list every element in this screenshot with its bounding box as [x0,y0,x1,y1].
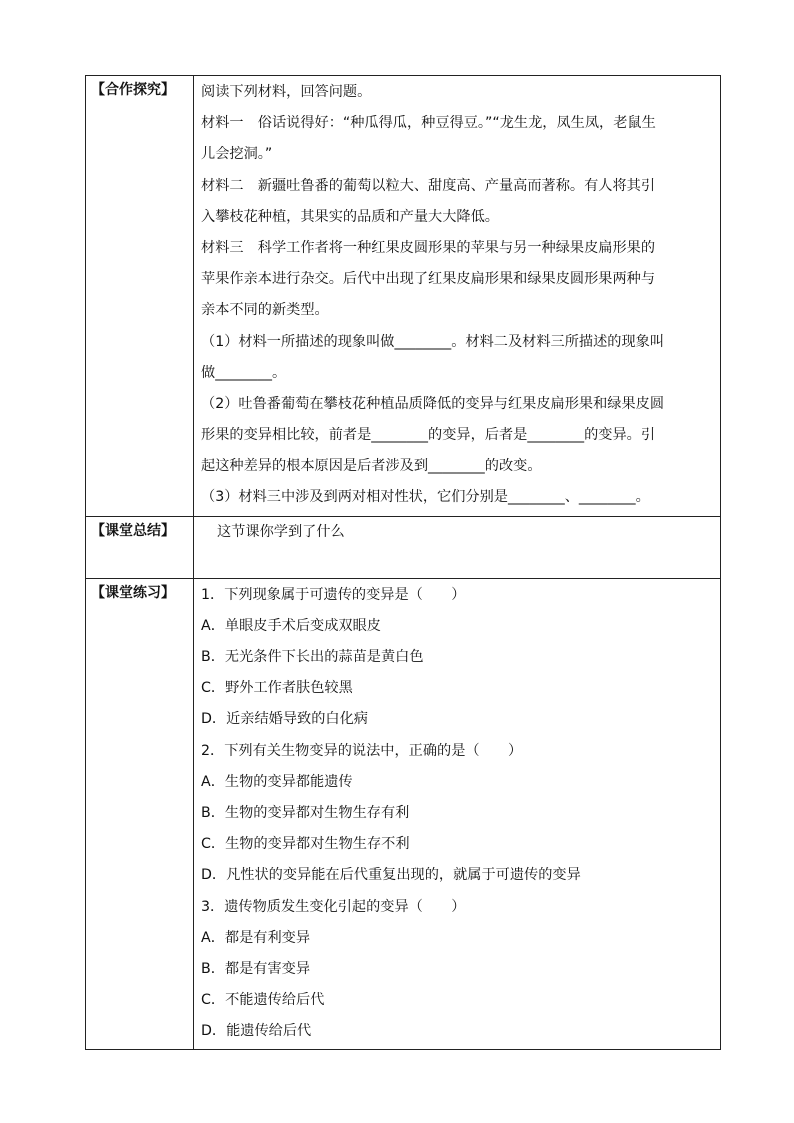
exercise-label: 【课堂练习】 [91,584,175,601]
summary-content-cell [194,516,721,578]
exercise-option: B．无光条件下长出的蒜苗是黄白色 [201,649,424,665]
exercise-label-cell [86,578,194,1050]
exercise-question-1: 1．下列现象属于可遗传的变异是（ ） [201,586,466,603]
exercise-option: A．生物的变异都能遗传 [201,773,353,790]
exercise-question-2: 2．下列有关生物变异的说法中，正确的是（ ） [201,742,523,759]
cooperative-label: 【合作探究】 [91,82,175,98]
exercise-option: D．凡性状的变异能在后代重复出现的，就属于可遗传的变异 [201,867,581,884]
exercise-option: B．生物的变异都对生物生存有利 [201,804,410,821]
cooperative-line: 阅读下列材料，回答问题。 [201,84,372,100]
cooperative-line: 材料三 科学工作者将一种红果皮圆形果的苹果与另一种绿果皮扁形果的 [201,239,656,256]
cooperative-content [194,76,720,516]
cooperative-label-cell [86,76,194,517]
exercise-content [194,579,720,1050]
cooperative-content-cell [194,76,721,517]
exercise-content-cell [194,578,721,1050]
question-1-text-cont: 做________。 [201,364,287,381]
exercise-option: D．能遗传给后代 [201,1023,312,1040]
cooperative-line: 材料一 俗话说得好：“种瓜得瓜，种豆得豆。”“龙生龙，凤生凤，老鼠生 [201,115,656,132]
worksheet-table [85,75,721,1050]
question-2-text-cont: 起这种差异的根本原因是后者涉及到________的改变。 [201,458,542,475]
summary-row [86,516,721,578]
question-2-text-cont: 形果的变异相比较，前者是________的变异，后者是________的变异。引 [201,427,656,444]
question-1-text: （1）材料一所描述的现象叫做________。材料二及材料三所描述的现象叫 [201,333,665,350]
cooperative-line: 入攀枝花种植，其果实的品质和产量大大降低。 [201,208,499,225]
exercise-option: C．不能遗传给后代 [201,992,325,1009]
exercise-option: C．生物的变异都对生物生存不利 [201,836,410,853]
exercise-option: A．都是有利变异 [201,929,311,946]
exercise-question-3: 3．遗传物质发生变化引起的变异（ ） [201,898,466,915]
exercise-option: D．近亲结婚导致的白化病 [201,711,368,728]
exercise-row [86,578,721,1050]
summary-label-cell [86,516,194,578]
cooperative-row [86,76,721,517]
summary-label: 【课堂总结】 [91,522,175,539]
exercise-option: A．单眼皮手术后变成双眼皮 [201,617,381,634]
exercise-option: B．都是有害变异 [201,960,311,977]
cooperative-line: 苹果作亲本进行杂交。后代中出现了红果皮扁形果和绿果皮圆形果两种与 [201,271,656,288]
exercise-option: C．野外工作者肤色较黑 [201,680,353,697]
question-2-text: （2）吐鲁番葡萄在攀枝花种植品质降低的变异与红果皮扁形果和绿果皮圆 [201,395,665,412]
cooperative-line: 亲本不同的新类型。 [201,302,329,319]
question-3-text: （3）材料三中涉及到两对相对性状，它们分别是________、________。 [201,489,650,506]
cooperative-line: 儿会挖洞。” [201,146,273,163]
cooperative-line: 材料二 新疆吐鲁番的葡萄以粒大、甜度高、产量高而著称。有人将其引 [201,177,656,194]
summary-text: 这节课你学到了什么 [217,523,345,540]
